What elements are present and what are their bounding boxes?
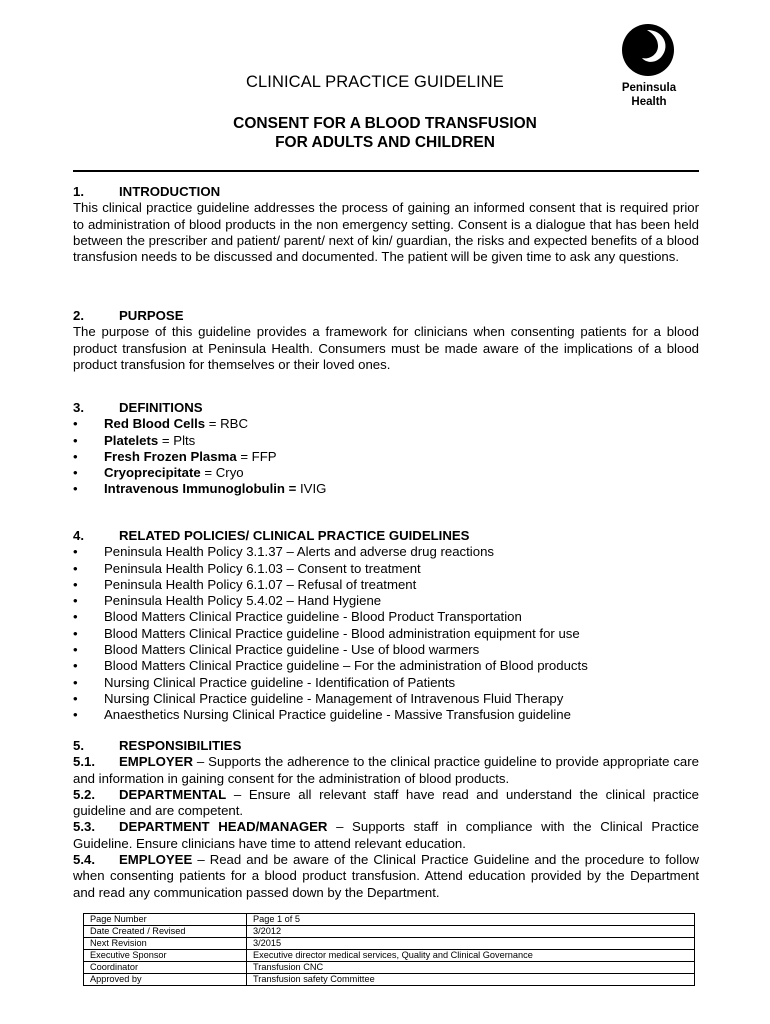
list-item: • Peninsula Health Policy 3.1.37 – Alerts and adverse drug reactions [73,544,699,560]
list-item: • Cryoprecipitate = Cryo [73,465,699,481]
list-item: • Peninsula Health Policy 6.1.03 – Consent to treatment [73,561,699,577]
document-title-line1: CONSENT FOR A BLOOD TRANSFUSION [233,115,537,132]
section-responsibilities [73,738,699,901]
document-title-line2: FOR ADULTS AND CHILDREN [275,134,495,151]
list-item: • Nursing Clinical Practice guideline - Management of Intravenous Fluid Therapy [73,691,699,707]
section-number: 3. [73,400,84,415]
section-title: RESPONSIBILITIES [119,738,242,753]
list-item: • Platelets = Plts [73,433,699,449]
org-name-line2: Health [631,96,667,108]
table-value: Page 1 of 5 [247,914,695,926]
header-divider [73,170,699,172]
section-related-policies [73,528,699,724]
table-key: Next Revision [84,938,247,950]
section-number: 5. [73,738,84,753]
table-value: Transfusion CNC [247,962,695,974]
section-title: INTRODUCTION [119,184,221,199]
list-item: • Peninsula Health Policy 5.4.02 – Hand Hygiene [73,593,699,609]
list-item: • Blood Matters Clinical Practice guideline - Blood Product Transportation [73,609,699,625]
responsibility-item: 5.3. DEPARTMENT HEAD/MANAGER – Supports staff in compliance with the Clinical Practice Guideline. Ensure clinicians have time to attend relevant education. [73,819,699,851]
list-item: • Anaesthetics Nursing Clinical Practice guideline - Massive Transfusion guideline [73,707,699,723]
section-number: 1. [73,184,84,199]
document-type: CLINICAL PRACTICE GUIDELINE [246,73,504,91]
section-purpose [73,308,699,373]
table-key: Coordinator [84,962,247,974]
section-body: The purpose of this guideline provides a framework for clinicians when consenting patients for a blood product transfusion at Peninsula Health. Consumers must be made aware of the implications of a blood product transfusion for themselves or their loved ones. [73,324,699,372]
table-row [84,950,695,962]
list-item: • Nursing Clinical Practice guideline - Identification of Patients [73,675,699,691]
related-policies-list [73,544,699,723]
section-introduction [73,184,699,265]
table-row [84,914,695,926]
table-key: Approved by [84,974,247,986]
table-key: Executive Sponsor [84,950,247,962]
definitions-list [73,416,699,497]
list-item: • Blood Matters Clinical Practice guideline - Blood administration equipment for use [73,626,699,642]
section-body: This clinical practice guideline addresses the process of gaining an informed consent that is required prior to administration of blood products in the non emergency setting. Consent is a dialogue that has been held between the prescriber and patient/ parent/ next of kin/ guardian, the risks and expected benefits of a blood transfusion needs to be discussed and documented. The patient will be given time to ask any questions. [73,200,699,265]
section-title: PURPOSE [119,308,184,323]
table-key: Page Number [84,914,247,926]
responsibility-item: 5.2. DEPARTMENTAL – Ensure all relevant staff have read and understand the clinical practice guideline and are competent. [73,786,699,819]
list-item: • Fresh Frozen Plasma = FFP [73,449,699,465]
table-row [84,938,695,950]
document-control-table [83,913,695,986]
section-heading [73,308,699,324]
org-name-line1: Peninsula [621,82,677,94]
list-item: • Blood Matters Clinical Practice guideline – For the administration of Blood products [73,658,699,674]
table-value: 3/2012 [247,926,695,938]
table-row [84,962,695,974]
section-title: RELATED POLICIES/ CLINICAL PRACTICE GUIDELINES [119,528,470,543]
table-row [84,974,695,986]
table-row [84,926,695,938]
section-heading [73,738,699,754]
responsibility-item: 5.1. EMPLOYER – Supports the adherence to the clinical practice guideline to provide appropriate care and information in gaining consent for the administration of blood products. [73,754,699,786]
peninsula-health-logo-icon [620,22,676,78]
list-item: • Peninsula Health Policy 6.1.07 – Refusal of treatment [73,577,699,593]
section-heading [73,528,699,544]
section-number: 4. [73,528,84,543]
list-item: • Red Blood Cells = RBC [73,416,699,432]
section-heading [73,184,699,200]
section-number: 2. [73,308,84,323]
table-value: Executive director medical services, Quality and Clinical Governance [247,950,695,962]
section-definitions [73,400,699,498]
section-heading [73,400,699,416]
table-value: Transfusion safety Committee [247,974,695,986]
list-item: • Intravenous Immunoglobulin = IVIG [73,481,699,497]
responsibility-item: 5.4. EMPLOYEE – Read and be aware of the Clinical Practice Guideline and the procedure to follow when consenting patients for a blood product transfusion. Attend education provided by the Department and read any communication passed down by the Department. [73,852,699,900]
org-name [611,81,687,109]
list-item: • Blood Matters Clinical Practice guideline - Use of blood warmers [73,642,699,658]
section-title: DEFINITIONS [119,400,203,415]
table-key: Date Created / Revised [84,926,247,938]
table-value: 3/2015 [247,938,695,950]
